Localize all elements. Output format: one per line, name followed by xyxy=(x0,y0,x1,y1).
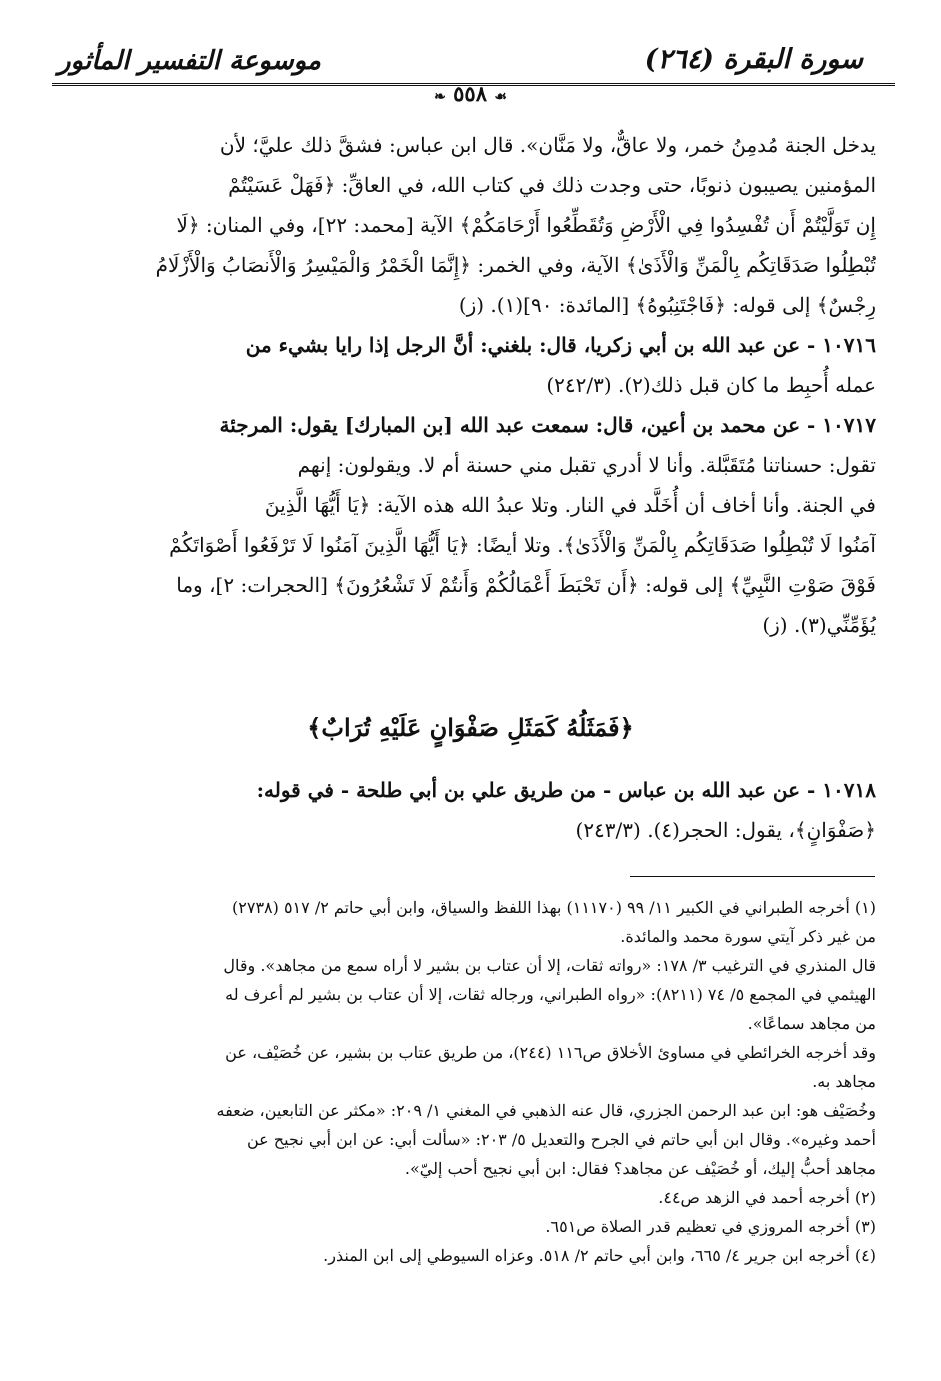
text-line: يدخل الجنة مُدمِنُ خمر، ولا عاقٌّ، ولا مَنَّان». قال ابن عباس: فشقَّ ذلك عليَّ؛ لأن xyxy=(219,133,876,157)
surah-title: سورة البقرة (٢٦٤) xyxy=(644,44,863,75)
footnote-line: مجاهد أحبُّ إليك، أو خُصَيْف عن مجاهد؟ فقال: ابن أبي نجيح أحب إليّ». xyxy=(404,1159,876,1178)
text-line: يُؤَمِّنِّي(٣). (ز) xyxy=(762,613,876,637)
page-number: ٥٥٨ xyxy=(453,81,487,106)
footnote-rule xyxy=(630,876,875,877)
ornament-right-icon: ☙ xyxy=(494,89,507,105)
page-number-row xyxy=(0,81,941,106)
footnote-line: وقد أخرجه الخرائطي في مساوئ الأخلاق ص١١٦ (٢٤٤)، من طريق عتاب بن بشير، عن خُصَيْف، عن xyxy=(225,1043,876,1062)
text-line: فَوْقَ صَوْتِ النَّبِيِّ﴾ إلى قوله: ﴿أَن تَحْبَطَ أَعْمَالُكُمْ وَأَنتُمْ لَا تَشْعُرُونَ﴾ [الحجرات: ٢]، وما xyxy=(176,573,876,597)
footnote-line: (٤) أخرجه ابن جرير ٤/ ٦٦٥، وابن أبي حاتم ٢/ ٥١٨. وعزاه السيوطي إلى ابن المنذر. xyxy=(323,1246,876,1265)
text-line: آمَنُوا لَا تُبْطِلُوا صَدَقَاتِكُم بِالْمَنِّ وَالْأَذَىٰ﴾. وتلا أيضًا: ﴿يَا أَيُّهَا الَّذِينَ آمَنُوا لَا تَرْفَعُوا أَصْوَاتَكُمْ xyxy=(169,533,876,557)
footnote-line: قال المنذري في الترغيب ٣/ ١٧٨: «رواته ثقات، إلا أن عتاب بن بشير لا أراه سمع من مجاهد». وقال xyxy=(223,956,876,975)
text-line: المؤمنين يصيبون ذنوبًا، حتى وجدت ذلك في كتاب الله، في العاقِّ: ﴿فَهَلْ عَسَيْتُمْ xyxy=(228,173,876,197)
footnote-line: وخُصَيْف هو: ابن عبد الرحمن الجزري، قال عنه الذهبي في المغني ١/ ٢٠٩: «مكثر عن التابعين، ضعفه xyxy=(216,1101,876,1120)
hadith-10718-line: ١٠٧١٨ - عن عبد الله بن عباس - من طريق علي بن أبي طلحة - في قوله: xyxy=(256,778,876,802)
hadith-10717-line: ١٠٧١٧ - عن محمد بن أعين، قال: سمعت عبد الله [بن المبارك] يقول: المرجئة xyxy=(219,413,876,437)
text-line: رِجْسٌ﴾ إلى قوله: ﴿فَاجْتَنِبُوهُ﴾ [المائدة: ٩٠](١). (ز) xyxy=(458,293,876,317)
footnote-line: الهيثمي في المجمع ٥/ ٧٤ (٨٢١١): «رواه الطبراني، ورجاله ثقات، إلا أن عتاب بن بشير لم أعرف له xyxy=(225,985,876,1004)
footnote-line: (١) أخرجه الطبراني في الكبير ١١/ ٩٩ (١١١٧٠) بهذا اللفظ والسياق، وابن أبي حاتم ٢/ ٥١٧ (٢٧٣٨) xyxy=(232,898,876,917)
text-line: في الجنة. وأنا أخاف أن أُخَلَّد في النار. وتلا عبدُ الله هذه الآية: ﴿يَا أَيُّهَا الَّذِينَ xyxy=(264,493,876,517)
text-line: تُبْطِلُوا صَدَقَاتِكُم بِالْمَنِّ وَالْأَذَىٰ﴾ الآية، وفي الخمر: ﴿إِنَّمَا الْخَمْرُ وَالْمَيْسِرُ وَالْأَنصَابُ وَالْأَزْلَامُ xyxy=(155,253,876,277)
footnote-line: (٢) أخرجه أحمد في الزهد ص٤٤. xyxy=(658,1188,876,1207)
section-two xyxy=(66,770,876,850)
hadith-10716-line: ١٠٧١٦ - عن عبد الله بن أبي زكريا، قال: بلغني: أنَّ الرجل إذا رايا بشيء من xyxy=(245,333,876,357)
footnote-line: من مجاهد سماعًا». xyxy=(747,1014,876,1033)
footnotes xyxy=(66,893,876,1270)
footnote-line: مجاهد به. xyxy=(812,1072,876,1091)
text-line: عمله أُحبِط ما كان قبل ذلك(٢). (٢٤٢/٣) xyxy=(546,373,876,397)
footnote-line: من غير ذكر آيتي سورة محمد والمائدة. xyxy=(620,927,876,946)
main-text xyxy=(66,125,876,645)
ornament-left-icon: ❧ xyxy=(434,89,446,105)
verse-heading: ﴿فَمَثَلُهُ كَمَثَلِ صَفْوَانٍ عَلَيْهِ تُرَابٌ﴾ xyxy=(307,713,634,742)
text-line: تقول: حسناتنا مُتَقَبَّلة. وأنا لا أدري تقبل مني حسنة أم لا. ويقولون: إنهم xyxy=(297,453,876,477)
text-line: إِن تَوَلَّيْتُمْ أَن تُفْسِدُوا فِي الْأَرْضِ وَتُقَطِّعُوا أَرْحَامَكُمْ﴾ الآية [محمد: ٢٢]، وفي المنان: ﴿لَا xyxy=(176,213,876,237)
footnote-line: (٣) أخرجه المروزي في تعظيم قدر الصلاة ص٦٥١. xyxy=(545,1217,876,1236)
footnote-line: أحمد وغيره». وقال ابن أبي حاتم في الجرح والتعديل ٥/ ٢٠٣: «سألت أبي: عن ابن أبي نجيح عن xyxy=(246,1130,876,1149)
book-title: موسوعة التفسير المأثور xyxy=(58,46,321,76)
text-line: ﴿صَفْوَانٍ﴾، يقول: الحجر(٤). (٢٤٣/٣) xyxy=(575,818,876,842)
